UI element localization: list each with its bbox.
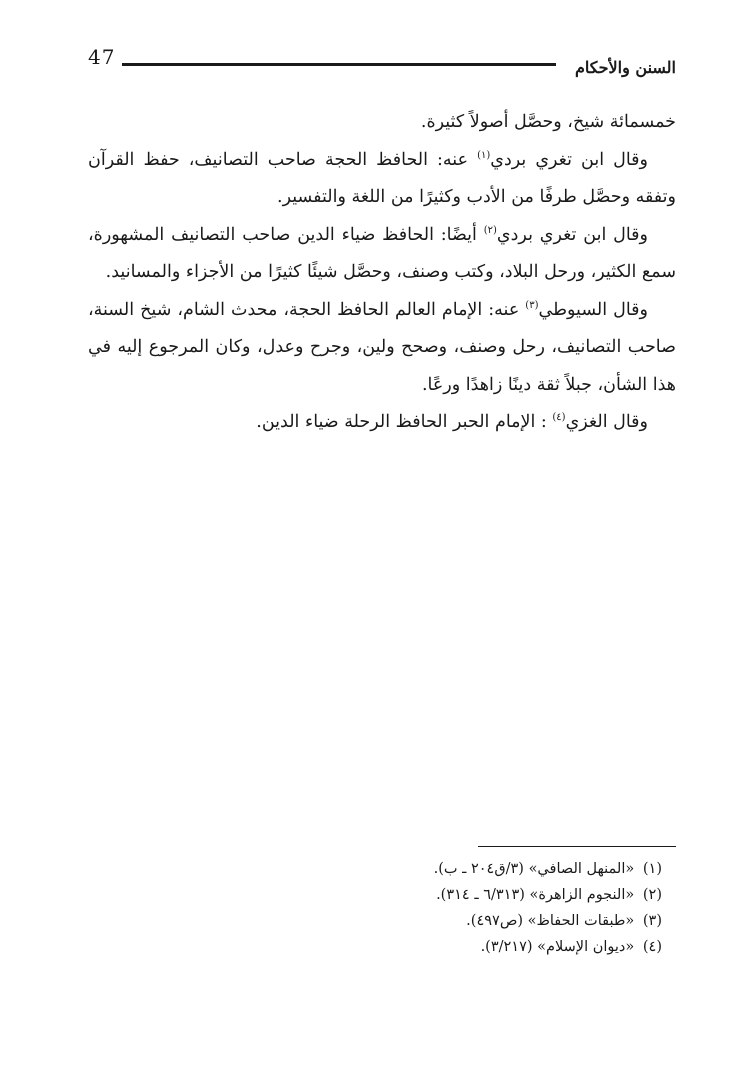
paragraph-text: عنه: الحافظ الحجة صاحب التصانيف، حفظ القرآن وتفقه وحصَّل طرفًا من الأدب وكثيرًا من اللغة والتفسير. (88, 149, 676, 207)
footnote-4 (88, 934, 662, 960)
running-title: السنن والأحكام (575, 58, 676, 77)
paragraph-ghazzi (88, 404, 676, 442)
footnote-1 (88, 856, 662, 882)
paragraph-continuation (88, 104, 676, 142)
paragraph-lead: وقال السيوطي (538, 299, 648, 320)
body-text (88, 104, 676, 442)
footnote-text: «النجوم الزاهرة» (٦/٣١٣ ـ ٣١٤). (436, 887, 635, 903)
paragraph-lead: وقال ابن تغري بردي (490, 149, 648, 170)
footnote-marker[interactable]: (٣) (525, 299, 539, 311)
footnote-3 (88, 908, 662, 934)
paragraph-lead: وقال الغزي (565, 412, 648, 432)
footnote-number: (٣) (642, 913, 662, 929)
footnotes (88, 856, 662, 960)
footnote-text: «المنهل الصافي» (٣/ق٢٠٤ ـ ب). (433, 861, 635, 877)
paragraph-text: : الإمام الحبر الحافظ الرحلة ضياء الدين. (256, 412, 553, 432)
footnote-number: (١) (642, 861, 662, 877)
header-rule (122, 63, 556, 66)
footnote-text: «ديوان الإسلام» (٣/٢١٧). (480, 939, 635, 955)
footnote-number: (٤) (642, 939, 662, 955)
paragraph-ibn-taghri-birdi-2 (88, 217, 676, 292)
footnote-marker[interactable]: (١) (477, 149, 491, 161)
footnote-text: «طبقات الحفاظ» (ص٤٩٧). (466, 913, 635, 929)
footnote-2 (88, 882, 662, 908)
footnote-number: (٢) (642, 887, 662, 903)
paragraph-ibn-taghri-birdi-1 (88, 142, 676, 217)
paragraph-text: أيضًا: الحافظ ضياء الدين صاحب التصانيف المشهورة، سمع الكثير، ورحل البلاد، وكتب وصنف، وحصَّل شيئًا كثيرًا من الأجزاء والمسانيد. (88, 224, 676, 282)
paragraph-text: خمسمائة شيخ، وحصَّل أصولاً كثيرة. (420, 112, 676, 132)
paragraph-suyuti (88, 292, 676, 405)
footnote-rule (478, 846, 676, 847)
footnote-marker[interactable]: (٢) (483, 224, 497, 236)
page-number: 47 (88, 45, 116, 69)
page-header (88, 44, 676, 84)
paragraph-text: عنه: الإمام العالم الحافظ الحجة، محدث الشام، شيخ السنة، صاحب التصانيف، رحل وصنف، وصحح ولين، وجرح وعدل، وكان المرجوع إليه في هذا الشأن، جبلاً ثقة دينًا زاهدًا ورعًا. (88, 299, 676, 395)
footnote-marker[interactable]: (٤) (552, 412, 566, 424)
paragraph-lead: وقال ابن تغري بردي (496, 224, 648, 245)
